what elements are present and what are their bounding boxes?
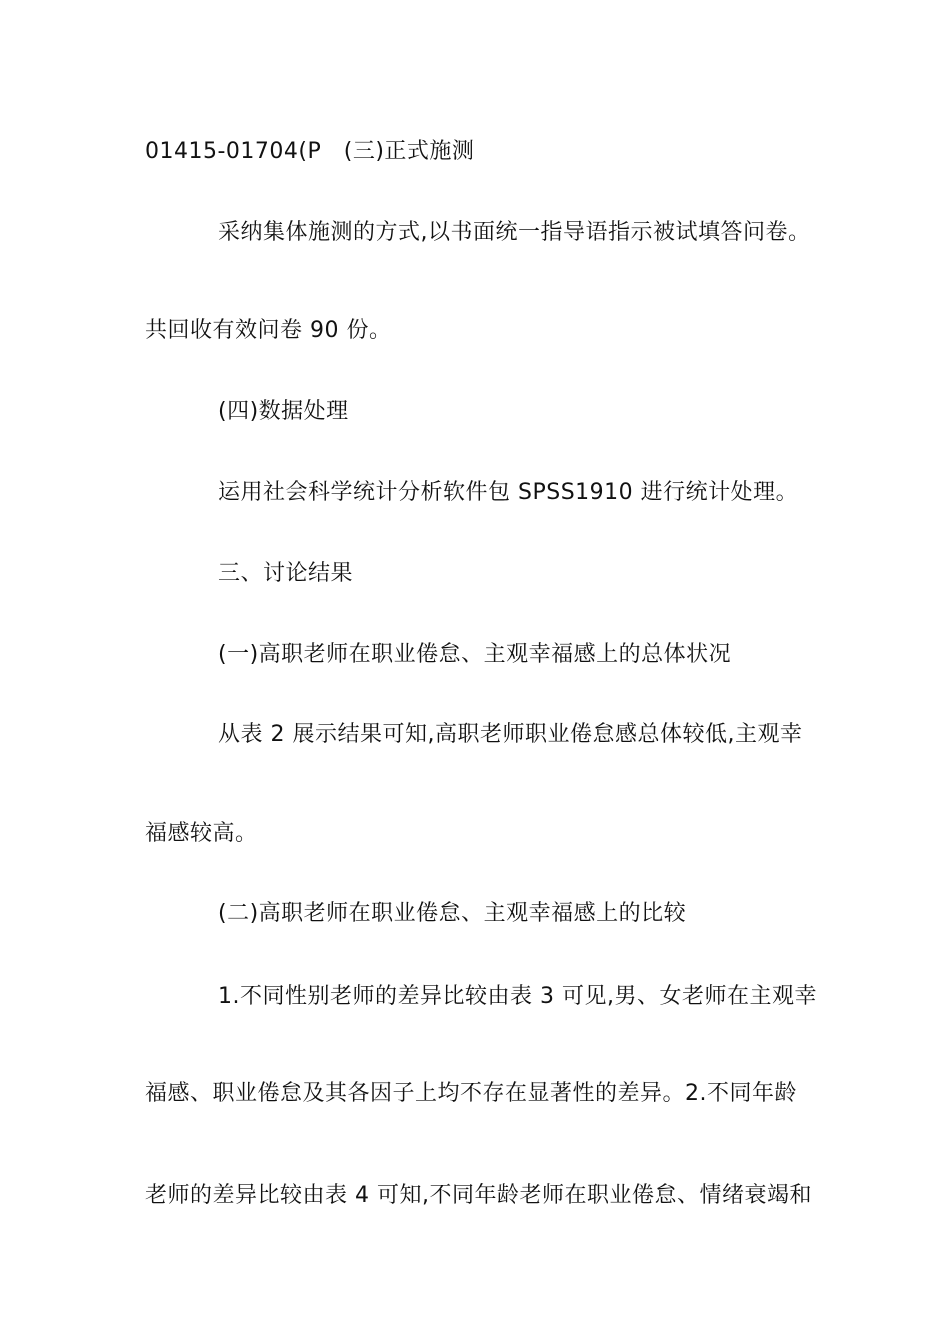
section-heading-data-processing: (四)数据处理 [218,399,349,424]
paragraph-line: 运用社会科学统计分析软件包 SPSS1910 进行统计处理。 [218,480,799,505]
paragraph-line: 福感较高。 [145,821,258,846]
subsection-heading-comparison: (二)高职老师在职业倦怠、主观幸福感上的比较 [218,901,687,926]
section-heading-results: 三、讨论结果 [218,561,354,586]
paragraph-line: 1.不同性别老师的差异比较由表 3 可见,男、女老师在主观幸 [218,984,817,1009]
section-heading-formal-test: 01415-01704(P (三)正式施测 [145,139,475,164]
paragraph-line: 老师的差异比较由表 4 可知,不同年龄老师在职业倦怠、情绪衰竭和 [145,1183,812,1208]
paragraph-line: 福感、职业倦怠及其各因子上均不存在显著性的差异。2.不同年龄 [145,1081,797,1106]
subsection-heading-overall: (一)高职老师在职业倦怠、主观幸福感上的总体状况 [218,642,732,667]
paragraph-line: 从表 2 展示结果可知,高职老师职业倦怠感总体较低,主观幸 [218,722,803,747]
paragraph-line: 采纳集体施测的方式,以书面统一指导语指示被试填答问卷。 [218,220,811,245]
paragraph-line: 共回收有效问卷 90 份。 [145,318,392,343]
